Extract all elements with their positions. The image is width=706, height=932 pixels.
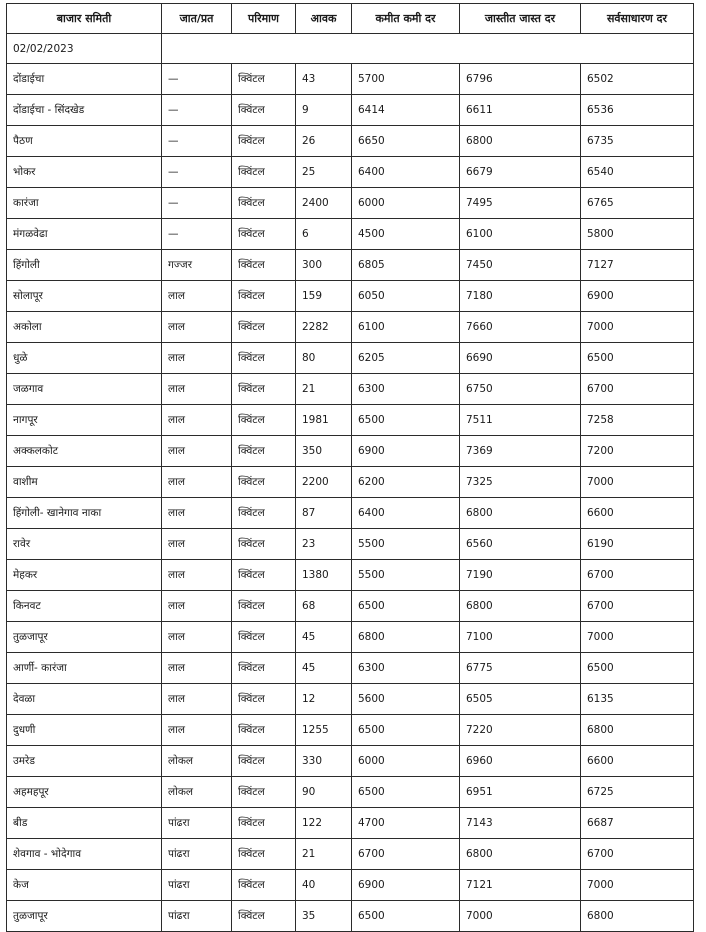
variety-cell: लाल <box>162 560 232 591</box>
variety-cell: लाल <box>162 374 232 405</box>
unit-cell: क्विंटल <box>232 405 296 436</box>
variety-cell: लाल <box>162 467 232 498</box>
table-row <box>7 157 694 188</box>
table-row <box>7 64 694 95</box>
max-rate-cell: 6690 <box>460 343 581 374</box>
max-rate-cell: 7121 <box>460 870 581 901</box>
variety-cell: पांढरा <box>162 839 232 870</box>
table-row <box>7 870 694 901</box>
arrival-cell: 23 <box>296 529 352 560</box>
market-cell: भोकर <box>7 157 162 188</box>
market-cell: अक्कलकोट <box>7 436 162 467</box>
table-row <box>7 653 694 684</box>
unit-cell: क्विंटल <box>232 746 296 777</box>
modal-rate-cell: 7200 <box>581 436 694 467</box>
table-row <box>7 591 694 622</box>
table-row <box>7 281 694 312</box>
arrival-cell: 330 <box>296 746 352 777</box>
modal-rate-cell: 6536 <box>581 95 694 126</box>
variety-cell: — <box>162 126 232 157</box>
modal-rate-cell: 6800 <box>581 901 694 932</box>
market-cell: उमरेड <box>7 746 162 777</box>
max-rate-cell: 7000 <box>460 901 581 932</box>
market-cell: किनवट <box>7 591 162 622</box>
table-row <box>7 498 694 529</box>
market-cell: तुळजापूर <box>7 901 162 932</box>
market-cell: अकोला <box>7 312 162 343</box>
variety-cell: — <box>162 157 232 188</box>
market-cell: दोंडाईचा <box>7 64 162 95</box>
date-row <box>7 34 694 64</box>
max-rate-cell: 7190 <box>460 560 581 591</box>
arrival-cell: 2282 <box>296 312 352 343</box>
modal-rate-cell: 6735 <box>581 126 694 157</box>
arrival-cell: 1380 <box>296 560 352 591</box>
arrival-cell: 90 <box>296 777 352 808</box>
table-row <box>7 312 694 343</box>
modal-rate-cell: 6190 <box>581 529 694 560</box>
modal-rate-cell: 6700 <box>581 591 694 622</box>
table-row <box>7 436 694 467</box>
market-cell: नागपूर <box>7 405 162 436</box>
max-rate-cell: 6679 <box>460 157 581 188</box>
variety-cell: लाल <box>162 405 232 436</box>
variety-cell: — <box>162 188 232 219</box>
max-rate-cell: 7495 <box>460 188 581 219</box>
arrival-cell: 1255 <box>296 715 352 746</box>
unit-cell: क्विंटल <box>232 157 296 188</box>
table-row <box>7 777 694 808</box>
header-modal-rate: सर्वसाधारण दर <box>581 4 694 34</box>
modal-rate-cell: 5800 <box>581 219 694 250</box>
arrival-cell: 87 <box>296 498 352 529</box>
table-row <box>7 343 694 374</box>
market-cell: देवळा <box>7 684 162 715</box>
min-rate-cell: 6650 <box>352 126 460 157</box>
variety-cell: लाल <box>162 498 232 529</box>
market-cell: शेवगाव - भोदेगाव <box>7 839 162 870</box>
max-rate-cell: 6800 <box>460 126 581 157</box>
max-rate-cell: 6611 <box>460 95 581 126</box>
arrival-cell: 2200 <box>296 467 352 498</box>
unit-cell: क्विंटल <box>232 529 296 560</box>
min-rate-cell: 6205 <box>352 343 460 374</box>
table-row <box>7 219 694 250</box>
table-row <box>7 529 694 560</box>
max-rate-cell: 7220 <box>460 715 581 746</box>
min-rate-cell: 6400 <box>352 157 460 188</box>
arrival-cell: 350 <box>296 436 352 467</box>
table-row <box>7 808 694 839</box>
min-rate-cell: 6050 <box>352 281 460 312</box>
max-rate-cell: 7143 <box>460 808 581 839</box>
market-cell: अहमहपूर <box>7 777 162 808</box>
arrival-cell: 43 <box>296 64 352 95</box>
modal-rate-cell: 6502 <box>581 64 694 95</box>
table-row <box>7 374 694 405</box>
min-rate-cell: 6100 <box>352 312 460 343</box>
variety-cell: लाल <box>162 715 232 746</box>
arrival-cell: 21 <box>296 374 352 405</box>
variety-cell: पांढरा <box>162 870 232 901</box>
header-variety: जात/प्रत <box>162 4 232 34</box>
modal-rate-cell: 6765 <box>581 188 694 219</box>
unit-cell: क्विंटल <box>232 498 296 529</box>
market-cell: सोलापूर <box>7 281 162 312</box>
modal-rate-cell: 6500 <box>581 653 694 684</box>
min-rate-cell: 6200 <box>352 467 460 498</box>
arrival-cell: 300 <box>296 250 352 281</box>
market-cell: दुधणी <box>7 715 162 746</box>
arrival-cell: 26 <box>296 126 352 157</box>
min-rate-cell: 6500 <box>352 591 460 622</box>
unit-cell: क्विंटल <box>232 467 296 498</box>
table-row <box>7 188 694 219</box>
unit-cell: क्विंटल <box>232 591 296 622</box>
header-unit: परिमाण <box>232 4 296 34</box>
min-rate-cell: 6900 <box>352 436 460 467</box>
market-cell: हिंगोली- खानेगाव नाका <box>7 498 162 529</box>
market-cell: दोंडाईचा - सिंदखेड <box>7 95 162 126</box>
header-row <box>7 4 694 34</box>
table-row <box>7 250 694 281</box>
unit-cell: क्विंटल <box>232 281 296 312</box>
variety-cell: — <box>162 64 232 95</box>
min-rate-cell: 6000 <box>352 188 460 219</box>
max-rate-cell: 7660 <box>460 312 581 343</box>
unit-cell: क्विंटल <box>232 684 296 715</box>
market-cell: पैठण <box>7 126 162 157</box>
min-rate-cell: 6500 <box>352 715 460 746</box>
table-row <box>7 746 694 777</box>
max-rate-cell: 7100 <box>460 622 581 653</box>
variety-cell: लाल <box>162 529 232 560</box>
unit-cell: क्विंटल <box>232 64 296 95</box>
min-rate-cell: 6000 <box>352 746 460 777</box>
unit-cell: क्विंटल <box>232 808 296 839</box>
min-rate-cell: 6414 <box>352 95 460 126</box>
modal-rate-cell: 6800 <box>581 715 694 746</box>
arrival-cell: 25 <box>296 157 352 188</box>
variety-cell: लाल <box>162 312 232 343</box>
variety-cell: लाल <box>162 281 232 312</box>
min-rate-cell: 6700 <box>352 839 460 870</box>
unit-cell: क्विंटल <box>232 95 296 126</box>
modal-rate-cell: 6700 <box>581 560 694 591</box>
arrival-cell: 80 <box>296 343 352 374</box>
max-rate-cell: 6100 <box>460 219 581 250</box>
max-rate-cell: 6960 <box>460 746 581 777</box>
table-row <box>7 405 694 436</box>
unit-cell: क्विंटल <box>232 560 296 591</box>
market-cell: बीड <box>7 808 162 839</box>
modal-rate-cell: 6900 <box>581 281 694 312</box>
unit-cell: क्विंटल <box>232 374 296 405</box>
table-row <box>7 622 694 653</box>
arrival-cell: 45 <box>296 622 352 653</box>
market-cell: धुळे <box>7 343 162 374</box>
market-cell: केज <box>7 870 162 901</box>
unit-cell: क्विंटल <box>232 777 296 808</box>
min-rate-cell: 5500 <box>352 529 460 560</box>
modal-rate-cell: 6500 <box>581 343 694 374</box>
modal-rate-cell: 7000 <box>581 467 694 498</box>
market-cell: आर्णी- कारंजा <box>7 653 162 684</box>
unit-cell: क्विंटल <box>232 901 296 932</box>
market-cell: मेहकर <box>7 560 162 591</box>
market-cell: मंगळवेढा <box>7 219 162 250</box>
header-min-rate: कमीत कमी दर <box>352 4 460 34</box>
arrival-cell: 68 <box>296 591 352 622</box>
max-rate-cell: 7450 <box>460 250 581 281</box>
market-rates-table <box>6 3 694 932</box>
table-row <box>7 684 694 715</box>
arrival-cell: 12 <box>296 684 352 715</box>
unit-cell: क्विंटल <box>232 219 296 250</box>
min-rate-cell: 6500 <box>352 405 460 436</box>
date-cell: 02/02/2023 <box>7 34 162 64</box>
modal-rate-cell: 7000 <box>581 622 694 653</box>
unit-cell: क्विंटल <box>232 250 296 281</box>
market-cell: कारंजा <box>7 188 162 219</box>
modal-rate-cell: 6700 <box>581 839 694 870</box>
modal-rate-cell: 6687 <box>581 808 694 839</box>
arrival-cell: 35 <box>296 901 352 932</box>
min-rate-cell: 6400 <box>352 498 460 529</box>
unit-cell: क्विंटल <box>232 870 296 901</box>
min-rate-cell: 5600 <box>352 684 460 715</box>
variety-cell: लाल <box>162 653 232 684</box>
unit-cell: क्विंटल <box>232 653 296 684</box>
modal-rate-cell: 6600 <box>581 746 694 777</box>
variety-cell: — <box>162 95 232 126</box>
max-rate-cell: 6951 <box>460 777 581 808</box>
unit-cell: क्विंटल <box>232 188 296 219</box>
table-row <box>7 839 694 870</box>
unit-cell: क्विंटल <box>232 839 296 870</box>
max-rate-cell: 6505 <box>460 684 581 715</box>
market-cell: तुळजापूर <box>7 622 162 653</box>
arrival-cell: 1981 <box>296 405 352 436</box>
table-row <box>7 560 694 591</box>
header-arrival: आवक <box>296 4 352 34</box>
market-cell: वाशीम <box>7 467 162 498</box>
market-cell: रावेर <box>7 529 162 560</box>
market-cell: जळगाव <box>7 374 162 405</box>
min-rate-cell: 4700 <box>352 808 460 839</box>
variety-cell: लोकल <box>162 746 232 777</box>
variety-cell: लाल <box>162 436 232 467</box>
arrival-cell: 9 <box>296 95 352 126</box>
table-row <box>7 126 694 157</box>
min-rate-cell: 6900 <box>352 870 460 901</box>
min-rate-cell: 5500 <box>352 560 460 591</box>
variety-cell: लाल <box>162 343 232 374</box>
min-rate-cell: 6300 <box>352 374 460 405</box>
arrival-cell: 122 <box>296 808 352 839</box>
max-rate-cell: 7180 <box>460 281 581 312</box>
unit-cell: क्विंटल <box>232 622 296 653</box>
table-row <box>7 95 694 126</box>
variety-cell: लाल <box>162 684 232 715</box>
max-rate-cell: 6796 <box>460 64 581 95</box>
unit-cell: क्विंटल <box>232 343 296 374</box>
market-cell: हिंगोली <box>7 250 162 281</box>
arrival-cell: 159 <box>296 281 352 312</box>
modal-rate-cell: 6540 <box>581 157 694 188</box>
min-rate-cell: 6500 <box>352 901 460 932</box>
modal-rate-cell: 6600 <box>581 498 694 529</box>
modal-rate-cell: 7000 <box>581 312 694 343</box>
modal-rate-cell: 6135 <box>581 684 694 715</box>
min-rate-cell: 5700 <box>352 64 460 95</box>
max-rate-cell: 6560 <box>460 529 581 560</box>
table-row <box>7 715 694 746</box>
modal-rate-cell: 7000 <box>581 870 694 901</box>
unit-cell: क्विंटल <box>232 312 296 343</box>
min-rate-cell: 6300 <box>352 653 460 684</box>
max-rate-cell: 6800 <box>460 498 581 529</box>
max-rate-cell: 6800 <box>460 591 581 622</box>
min-rate-cell: 6500 <box>352 777 460 808</box>
unit-cell: क्विंटल <box>232 715 296 746</box>
unit-cell: क्विंटल <box>232 126 296 157</box>
arrival-cell: 40 <box>296 870 352 901</box>
modal-rate-cell: 6725 <box>581 777 694 808</box>
arrival-cell: 2400 <box>296 188 352 219</box>
arrival-cell: 45 <box>296 653 352 684</box>
max-rate-cell: 6775 <box>460 653 581 684</box>
modal-rate-cell: 6700 <box>581 374 694 405</box>
variety-cell: लाल <box>162 591 232 622</box>
min-rate-cell: 6800 <box>352 622 460 653</box>
header-market: बाजार समिती <box>7 4 162 34</box>
table-row <box>7 467 694 498</box>
variety-cell: — <box>162 219 232 250</box>
variety-cell: लोकल <box>162 777 232 808</box>
variety-cell: पांढरा <box>162 808 232 839</box>
min-rate-cell: 4500 <box>352 219 460 250</box>
header-max-rate: जास्तीत जास्त दर <box>460 4 581 34</box>
variety-cell: पांढरा <box>162 901 232 932</box>
min-rate-cell: 6805 <box>352 250 460 281</box>
date-row-filler <box>162 34 694 64</box>
modal-rate-cell: 7127 <box>581 250 694 281</box>
max-rate-cell: 7325 <box>460 467 581 498</box>
max-rate-cell: 6800 <box>460 839 581 870</box>
max-rate-cell: 7511 <box>460 405 581 436</box>
modal-rate-cell: 7258 <box>581 405 694 436</box>
variety-cell: गज्जर <box>162 250 232 281</box>
variety-cell: लाल <box>162 622 232 653</box>
max-rate-cell: 7369 <box>460 436 581 467</box>
arrival-cell: 6 <box>296 219 352 250</box>
arrival-cell: 21 <box>296 839 352 870</box>
unit-cell: क्विंटल <box>232 436 296 467</box>
max-rate-cell: 6750 <box>460 374 581 405</box>
